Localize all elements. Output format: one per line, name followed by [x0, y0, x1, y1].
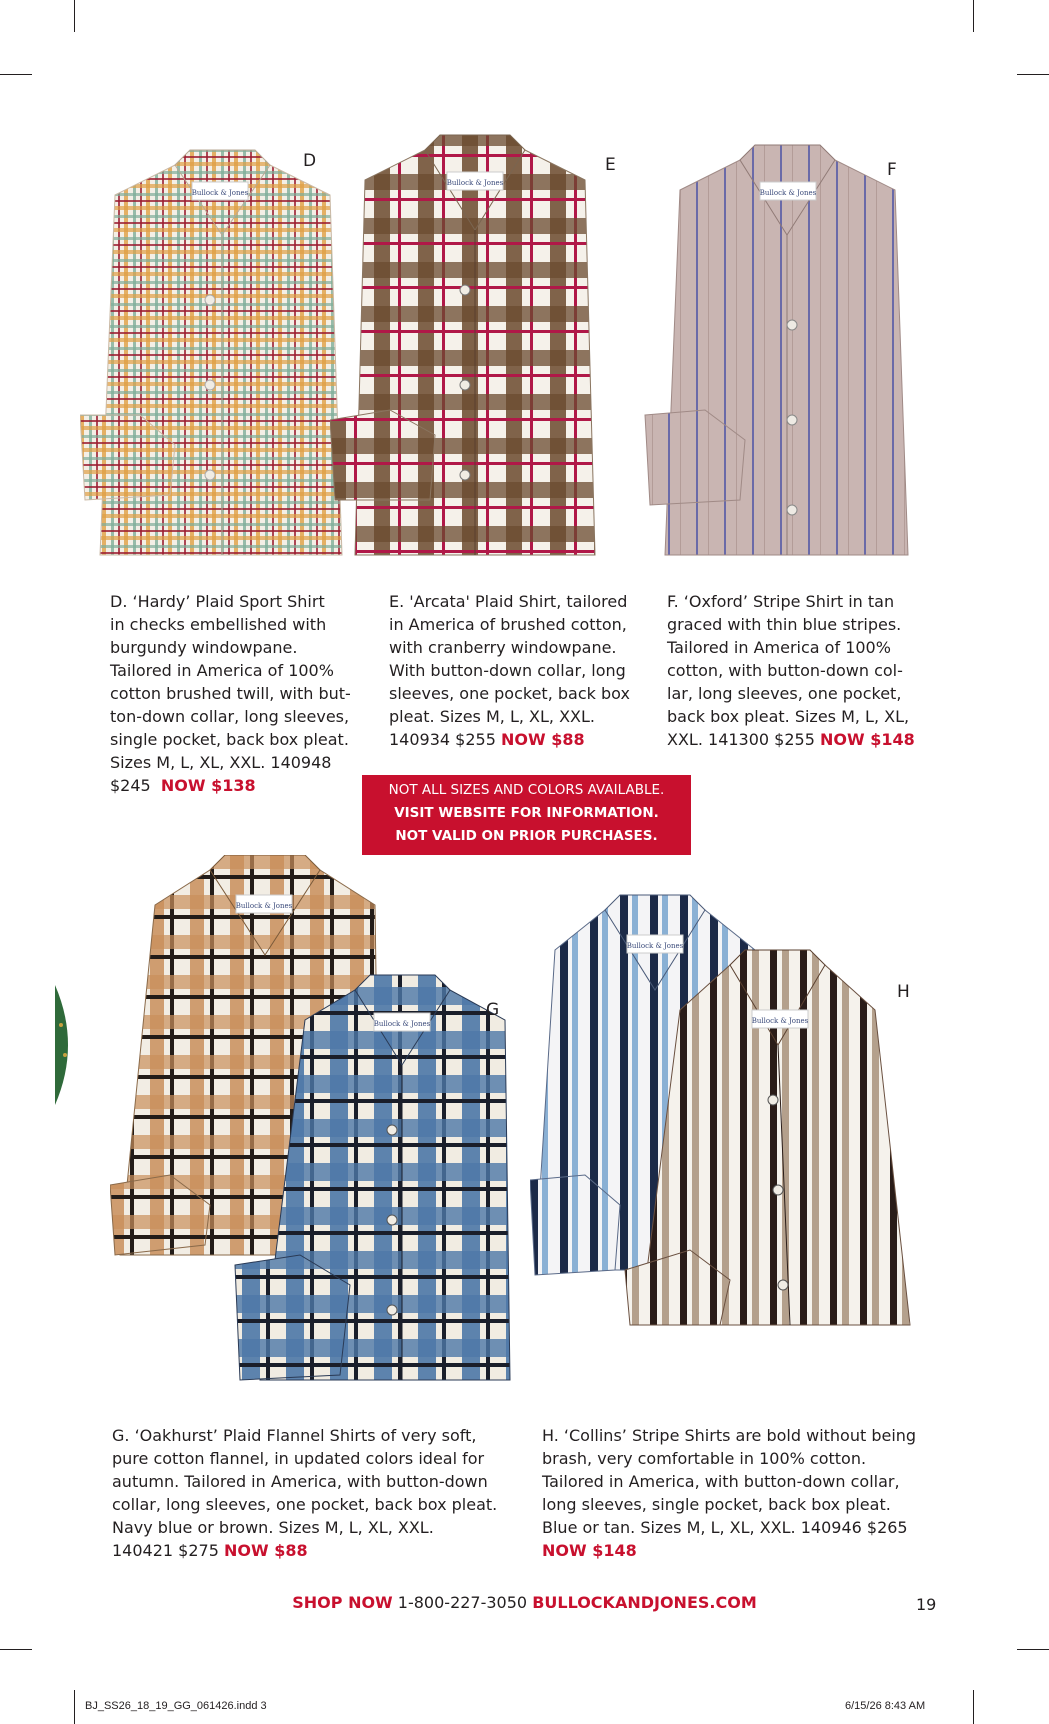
desc-line: Tailored in America of 100%	[110, 661, 334, 680]
partial-image-edge	[55, 985, 81, 1105]
shirt-h-image	[530, 890, 920, 1330]
desc-line: in America of brushed cotton,	[389, 615, 627, 634]
desc-line: With button-down collar, long	[389, 661, 626, 680]
product-letter-f: F	[887, 160, 897, 180]
shirt-label: Bullock & Jones	[191, 189, 249, 197]
crop-mark	[973, 0, 974, 32]
shirt-label: Bullock & Jones	[626, 942, 684, 950]
desc-line: lar, long sleeves, one pocket,	[667, 684, 902, 703]
crop-mark	[0, 74, 32, 75]
product-f-description	[667, 590, 929, 751]
product-g-sale-price: NOW $88	[223, 1541, 308, 1560]
desc-line: Sizes M, L, XL, XXL. 140948	[110, 753, 332, 772]
desc-line: cotton, with button-down col-	[667, 661, 903, 680]
product-letter-d: D	[303, 151, 317, 171]
desc-line: long sleeves, single pocket, back box pleat.	[542, 1495, 891, 1514]
product-e-price: 140934 $255	[389, 730, 496, 749]
banner-line: VISIT WEBSITE FOR INFORMATION.	[394, 805, 659, 821]
desc-line: cotton brushed twill, with but-	[110, 684, 351, 703]
desc-line: ton-down collar, long sleeves,	[110, 707, 350, 726]
desc-line: graced with thin blue stripes.	[667, 615, 902, 634]
banner-line: NOT ALL SIZES AND COLORS AVAILABLE.	[388, 782, 665, 798]
desc-line: Tailored in America, with button-down collar,	[542, 1472, 900, 1491]
shirt-label: Bullock & Jones	[751, 1017, 809, 1025]
product-letter-e: E	[605, 155, 616, 175]
shirt-e-image	[330, 130, 620, 560]
shirt-label: Bullock & Jones	[446, 179, 504, 187]
shirt-g-image	[110, 855, 520, 1385]
desc-line: brash, very comfortable in 100% cotton.	[542, 1449, 867, 1468]
product-e-description	[389, 590, 639, 751]
product-e-sale-price: NOW $88	[500, 730, 585, 749]
slug-filename: BJ_SS26_18_19_GG_061426.indd 3	[85, 1700, 267, 1712]
product-d-sale-price: NOW $138	[160, 776, 256, 795]
product-d-price: $245	[110, 776, 151, 795]
product-letter-h: H	[897, 982, 910, 1002]
desc-line: D. ‘Hardy’ Plaid Sport Shirt	[110, 592, 325, 611]
shop-now-label: SHOP NOW	[292, 1593, 393, 1612]
availability-banner	[362, 775, 691, 855]
desc-line: in checks embellished with	[110, 615, 327, 634]
desc-line: pure cotton flannel, in updated colors ideal for	[112, 1449, 485, 1468]
crop-mark	[973, 1690, 974, 1724]
desc-line: back box pleat. Sizes M, L, XL,	[667, 707, 910, 726]
desc-line: G. ‘Oakhurst’ Plaid Flannel Shirts of very soft,	[112, 1426, 477, 1445]
product-f-sale-price: NOW $148	[819, 730, 915, 749]
shirt-d-image	[80, 140, 362, 560]
desc-line: burgundy windowpane.	[110, 638, 298, 657]
slug-timestamp: 6/15/26 8:43 AM	[845, 1700, 926, 1712]
product-g-price: 140421 $275	[112, 1541, 219, 1560]
desc-line: Navy blue or brown. Sizes M, L, XL, XXL.	[112, 1518, 434, 1537]
desc-line: collar, long sleeves, one pocket, back box pleat.	[112, 1495, 498, 1514]
crop-mark	[74, 0, 75, 32]
product-d-description	[110, 590, 360, 797]
desc-line: sleeves, one pocket, back box	[389, 684, 630, 703]
product-h-sale-price: NOW $148	[542, 1541, 637, 1560]
product-letter-g: G	[486, 1000, 500, 1020]
page-number: 19	[916, 1595, 937, 1614]
phone-number: 1-800-227-3050	[397, 1593, 528, 1612]
product-h-description	[542, 1424, 942, 1562]
desc-line: Tailored in America of 100%	[667, 638, 891, 657]
desc-line: F. ‘Oxford’ Stripe Shirt in tan	[667, 592, 895, 611]
desc-line: autumn. Tailored in America, with button-down	[112, 1472, 488, 1491]
desc-line: pleat. Sizes M, L, XL, XXL.	[389, 707, 595, 726]
shirt-label: Bullock & Jones	[373, 1020, 431, 1028]
product-g-description	[112, 1424, 512, 1562]
crop-mark	[0, 1649, 32, 1650]
shirt-f-image	[640, 140, 925, 560]
desc-line: single pocket, back box pleat.	[110, 730, 349, 749]
shirt-label: Bullock & Jones	[235, 902, 293, 910]
website-link[interactable]: BULLOCKANDJONES.COM	[532, 1593, 757, 1612]
shirt-label: Bullock & Jones	[759, 189, 817, 197]
desc-line: E. 'Arcata' Plaid Shirt, tailored	[389, 592, 628, 611]
desc-line: Blue or tan. Sizes M, L, XL, XXL. 140946 $265	[542, 1518, 908, 1537]
crop-mark	[74, 1690, 75, 1724]
crop-mark	[1017, 1649, 1049, 1650]
footer-contact	[0, 1593, 1049, 1612]
desc-line: H. ‘Collins’ Stripe Shirts are bold without being	[542, 1426, 917, 1445]
product-f-price: XXL. 141300 $255	[667, 730, 815, 749]
banner-line: NOT VALID ON PRIOR PURCHASES.	[395, 828, 658, 844]
desc-line: with cranberry windowpane.	[389, 638, 617, 657]
crop-mark	[1017, 74, 1049, 75]
